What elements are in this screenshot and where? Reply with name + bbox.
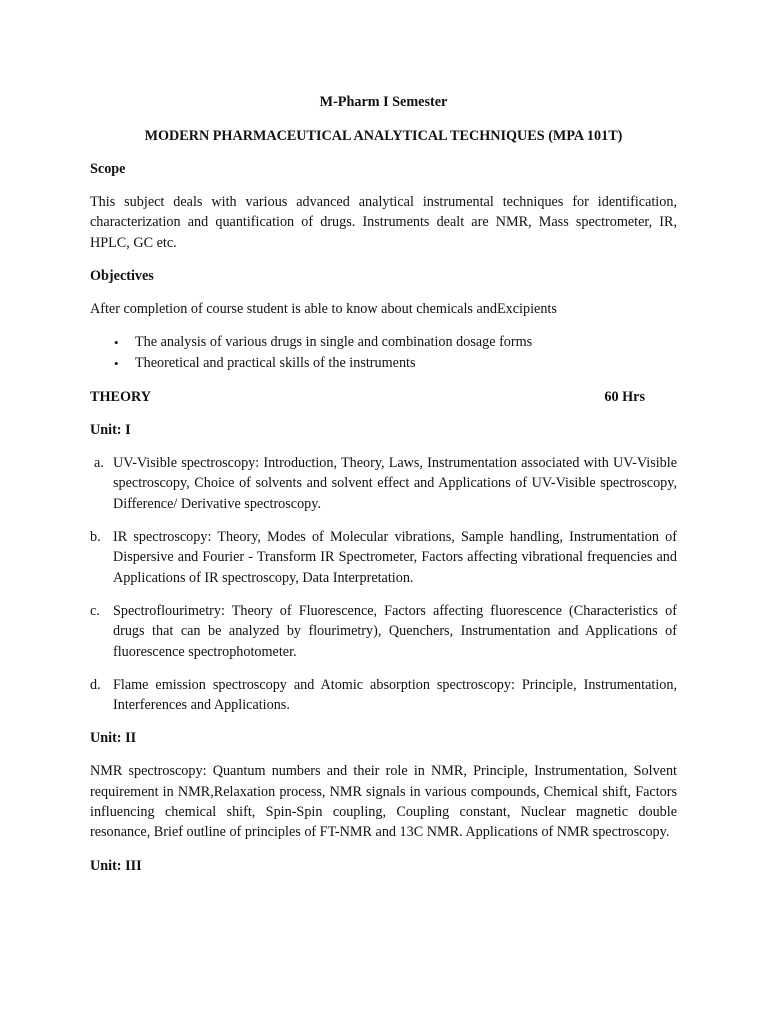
document-page: [90, 92, 677, 876]
item-marker: c.: [90, 602, 100, 619]
bullet-icon: •: [114, 356, 119, 372]
item-marker: b.: [90, 529, 101, 546]
item-marker: d.: [90, 676, 101, 693]
unit-1-item-c: [90, 601, 677, 662]
unit-1-item-b: [90, 527, 677, 588]
unit-3-heading: Unit: III: [90, 857, 142, 874]
unit-2-heading: Unit: II: [90, 730, 137, 747]
scope-heading: Scope: [90, 161, 126, 177]
course-title: MODERN PHARMACEUTICAL ANALYTICAL TECHNIQUES (MPA 101T): [144, 128, 623, 144]
scope-text: This subject deals with various advanced analytical instrumental techniques for identification, characterization and quantification of drugs. Instruments dealt are NMR, Mass spectrometer, IR, HPLC, GC etc.: [90, 194, 677, 251]
semester-title: M-Pharm I Semester: [319, 94, 448, 110]
list-item-text: The analysis of various drugs in single and combination dosage forms: [135, 334, 533, 351]
theory-label: THEORY: [90, 389, 151, 406]
theory-row: [90, 387, 677, 407]
list-item-text: Theoretical and practical skills of the instruments: [135, 355, 416, 372]
item-text: IR spectroscopy: Theory, Modes of Molecular vibrations, Sample handling, Instrumentation of Dispersive and Fourier - Transform IR Spectrometer, Factors affecting vibrational frequencies and Applications of IR spectroscopy, Data Interpretation.: [113, 529, 677, 586]
unit-2-text: NMR spectroscopy: Quantum numbers and their role in NMR, Principle, Instrumentation, Solvent requirement in NMR,Relaxation process, NMR signals in various compounds, Chemical shift, Factors influencing chemical shift, Spin-Spin coupling, Coupling constant, Nuclear magnetic double resonance, Brief outline of principles of FT-NMR and 13C NMR. Applications of NMR spectroscopy.: [90, 763, 677, 841]
item-text: Spectroflourimetry: Theory of Fluorescence, Factors affecting fluorescence (Characteristics of drugs that can be analyzed by flourimetry), Quenchers, Instrumentation and Applications of fluorescence spectrophotometer.: [113, 602, 677, 660]
unit-1-item-a: [90, 453, 677, 514]
item-text: UV-Visible spectroscopy: Introduction, Theory, Laws, Instrumentation associated with UV-Visible spectroscopy, Choice of solvents and solvent effect and Applications of UV-Visible spectroscopy, Difference/ Derivative spectroscopy.: [113, 455, 677, 512]
objectives-heading: Objectives: [90, 267, 154, 284]
list-item: [90, 332, 677, 353]
list-item: [90, 353, 677, 374]
item-text: Flame emission spectroscopy and Atomic absorption spectroscopy: Principle, Instrumentation, Interferences and Applications.: [113, 676, 677, 714]
unit-1-heading: Unit: I: [90, 422, 131, 439]
theory-hours: 60 Hrs: [604, 389, 645, 406]
objectives-list: [90, 332, 677, 374]
item-marker: a.: [94, 455, 104, 472]
bullet-icon: •: [114, 335, 119, 351]
unit-1-item-d: [90, 675, 677, 716]
objectives-intro: After completion of course student is able to know about chemicals andExcipients: [90, 300, 557, 317]
